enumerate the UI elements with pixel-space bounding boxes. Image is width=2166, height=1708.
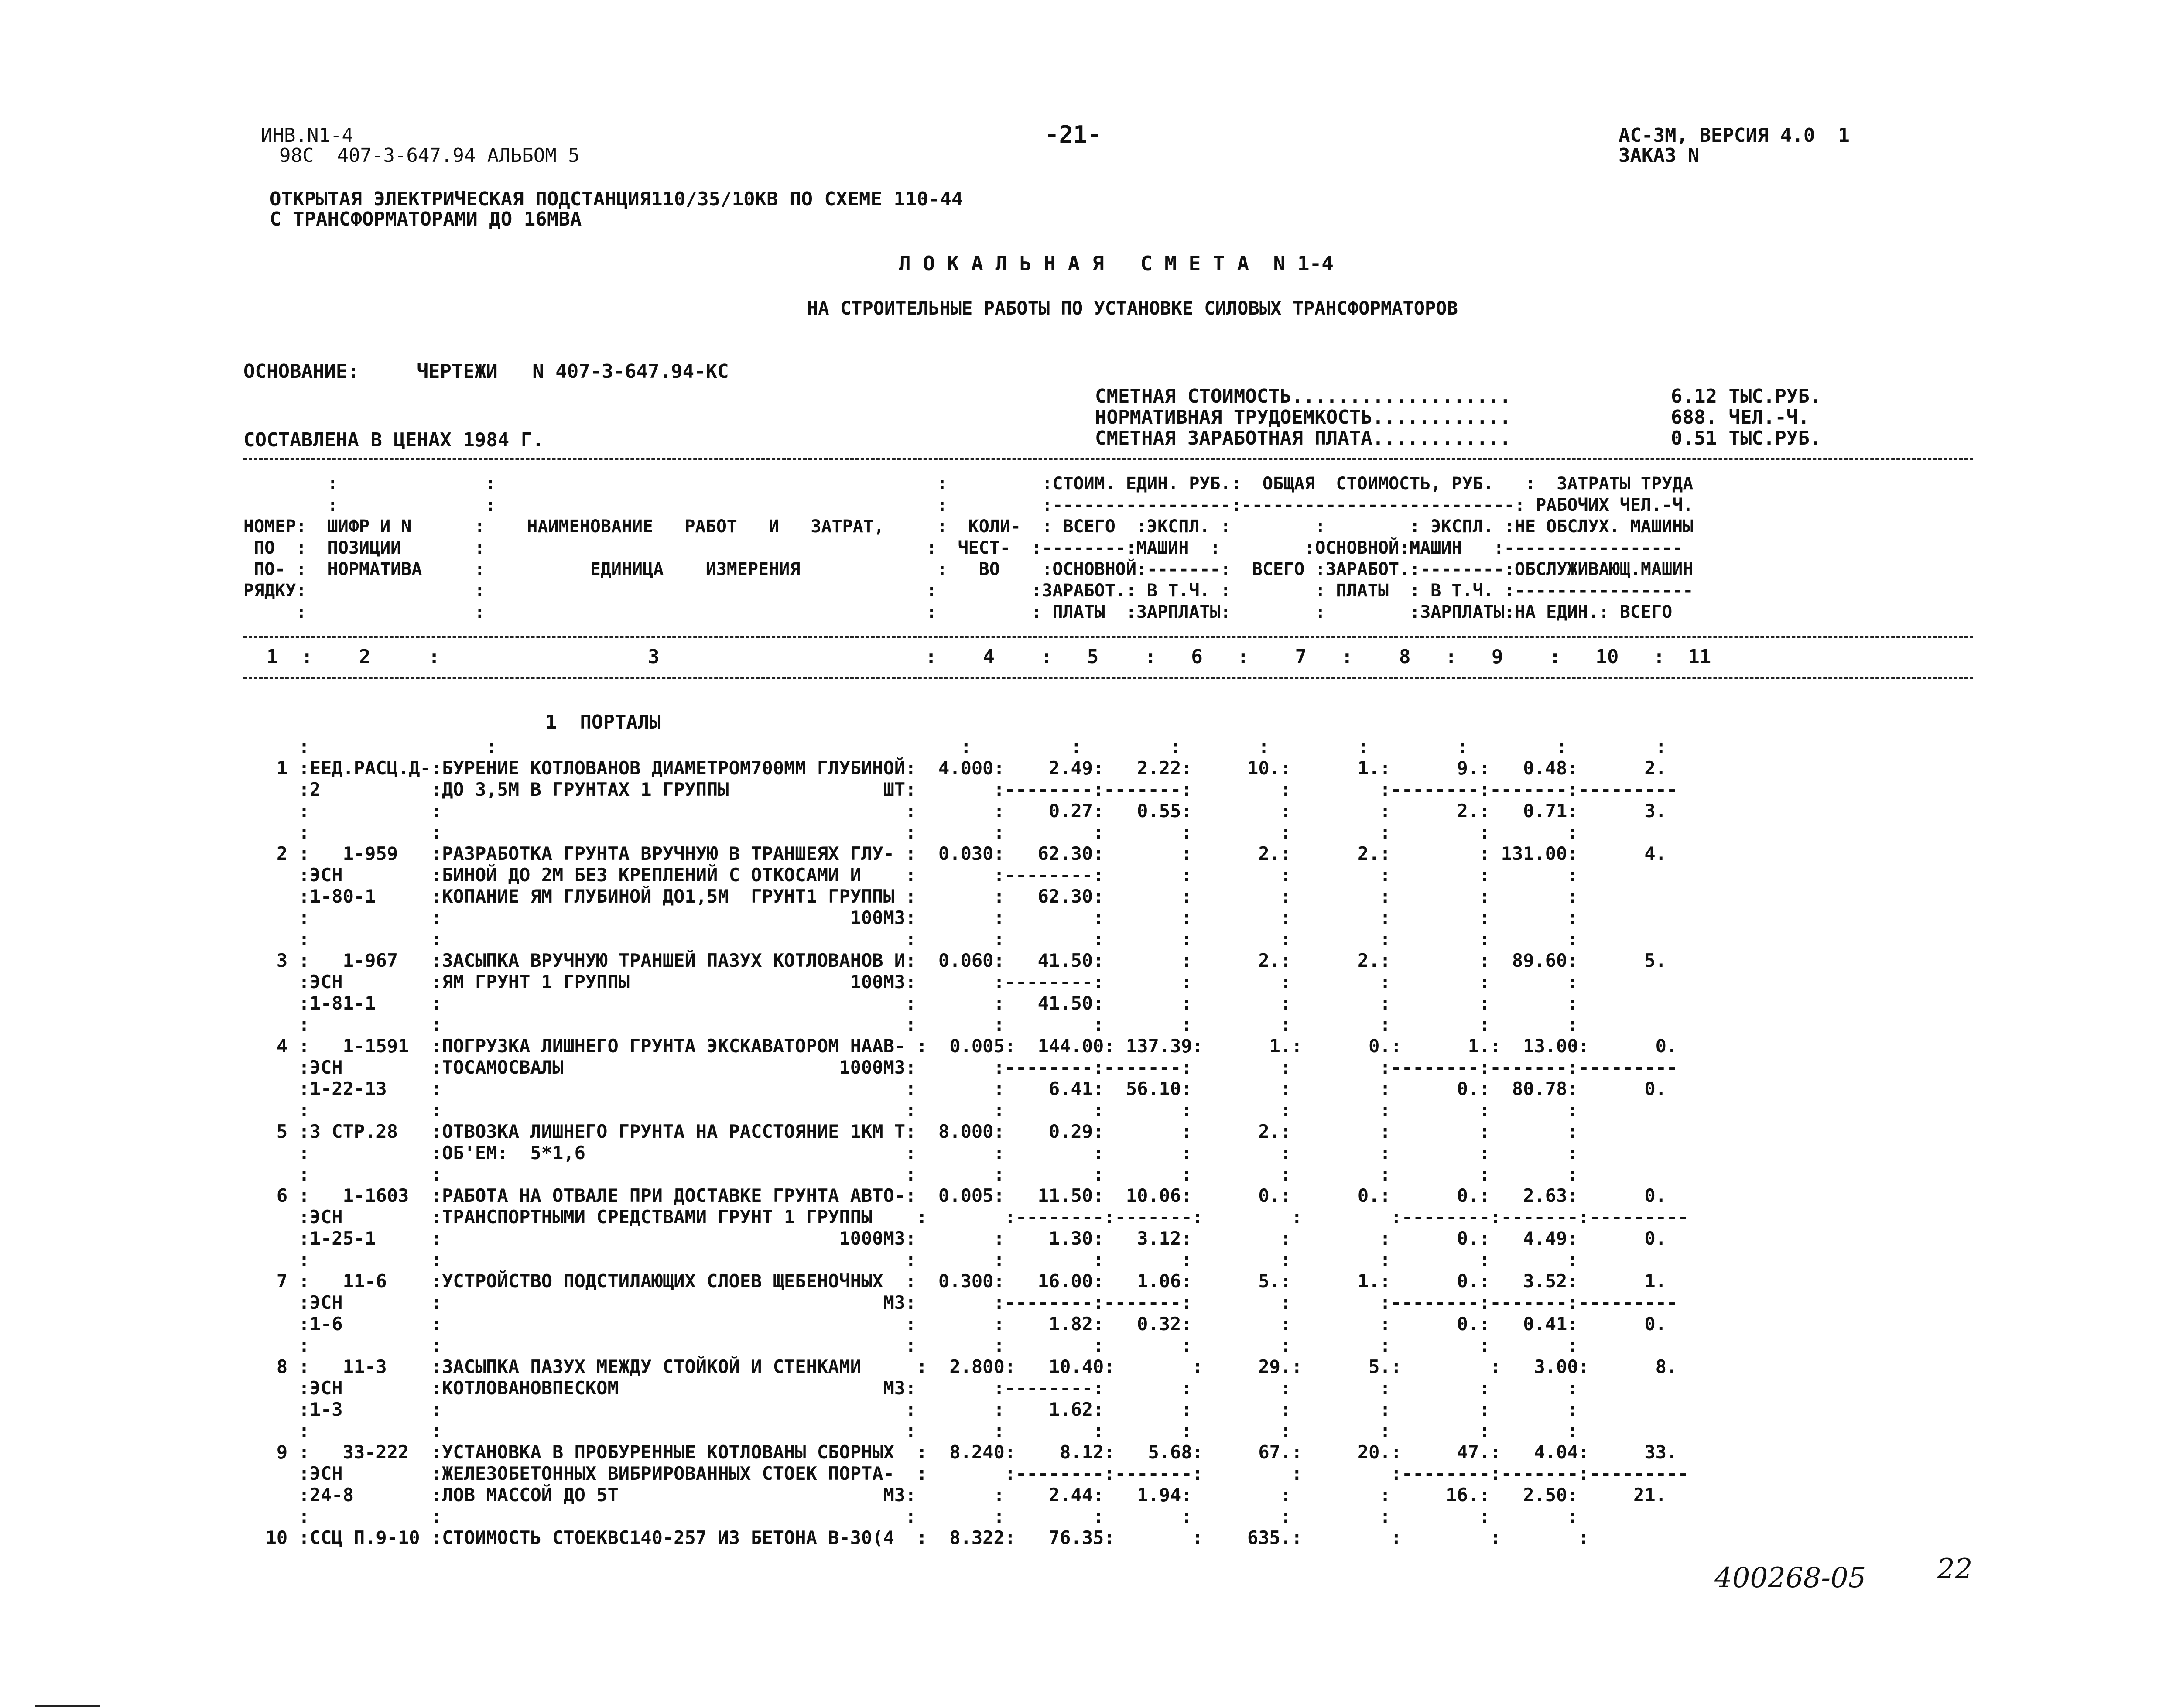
table-row: 3 : 1-967 :ЗАСЫПКА ВРУЧНУЮ ТРАНШЕЙ ПАЗУХ КОТЛОВАНОВ И: 0.060: 41.50: : 2.: 2.: : 89.60: 5. <box>243 950 1666 971</box>
table-row: :1-3 : : : 1.62: : : : : : <box>243 1399 1578 1420</box>
table-row: : : : : 0.27: 0.55: : : 2.: 0.71: 3. <box>243 800 1666 821</box>
handwritten-page-number: 22 <box>1937 1553 1973 1585</box>
summary-value-labor: 688. ЧЕЛ.-Ч. <box>1671 406 1810 428</box>
page-number: -21- <box>1045 121 1102 148</box>
table-row: :ЭСН :ЯМ ГРУНТ 1 ГРУППЫ 100М3: :--------: : : : : : <box>243 971 1578 993</box>
table-row: : : : : : : : : : : <box>243 1014 1578 1035</box>
table-row: :ЭСН :ТОСАМОСВАЛЫ 1000М3: :--------:-------: : :--------:-------:--------- <box>243 1057 1678 1078</box>
album-code: 98С 407-3-647.94 АЛЬБОМ 5 <box>279 144 580 167</box>
table-row: : : : : : : : : : : <box>243 1420 1578 1441</box>
basis-line: ОСНОВАНИЕ: ЧЕРТЕЖИ N 407-3-647.94-КС <box>243 360 729 383</box>
table-row: : : : : : : : : : : <box>243 1099 1578 1121</box>
table-row: 8 : 11-3 :ЗАСЫПКА ПАЗУХ МЕЖДУ СТОЙКОЙ И СТЕНКАМИ : 2.800: 10.40: : 29.: 5.: : 3.00: 8. <box>243 1356 1678 1377</box>
document-subtitle: НА СТРОИТЕЛЬНЫЕ РАБОТЫ ПО УСТАНОВКЕ СИЛОВЫХ ТРАНСФОРМАТОРОВ <box>807 298 1458 319</box>
table-row: : :ОБ'ЕМ: 5*1,6 : : : : : : : : <box>243 1142 1578 1164</box>
table-header-line: РЯДКУ: : : :ЗАРАБОТ.: В Т.Ч. : : ПЛАТЫ : В Т.Ч. :----------------- <box>243 581 1694 601</box>
table-row: :ЭСН : М3: :--------:-------: : :--------:-------:--------- <box>243 1292 1678 1313</box>
table-row: : : : : : : : : : : <box>243 1164 1578 1185</box>
table-row: :1-81-1 : : : 41.50: : : : : : <box>243 993 1578 1014</box>
table-row: : : : : : : : : : : <box>243 928 1578 950</box>
table-row: 6 : 1-1603 :РАБОТА НА ОТВАЛЕ ПРИ ДОСТАВКЕ ГРУНТА АВТО-: 0.005: 11.50: 10.06: 0.: 0.: 0.: 2.63: 0. <box>243 1185 1666 1206</box>
table-header-line: : : : :СТОИМ. ЕДИН. РУБ.: ОБЩАЯ СТОИМОСТЬ, РУБ. : ЗАТРАТЫ ТРУДА <box>243 474 1694 494</box>
table-row: : : : : : : : : : : <box>243 1249 1578 1270</box>
table-row: :1-6 : : : 1.82: 0.32: : : 0.: 0.41: 0. <box>243 1313 1666 1335</box>
table-row: : : 100М3: : : : : : : : <box>243 907 1578 928</box>
table-row: :1-80-1 :КОПАНИЕ ЯМ ГЛУБИНОЙ ДО1,5М ГРУНТ1 ГРУППЫ : : 62.30: : : : : : <box>243 886 1578 907</box>
project-name-line2: С ТРАНСФОРМАТОРАМИ ДО 16МВА <box>270 208 582 230</box>
table-row: : : : : : : : : : : <box>243 1506 1578 1527</box>
table-row: :ЭСН :ТРАНСПОРТНЫМИ СРЕДСТВАМИ ГРУНТ 1 ГРУППЫ : :--------:-------: : :--------:-------:--------- <box>243 1206 1689 1228</box>
table-row: :24-8 :ЛОВ МАССОЙ ДО 5Т М3: : 2.44: 1.94: : : 16.: 2.50: 21. <box>243 1484 1666 1506</box>
table-row: :1-22-13 : : : 6.41: 56.10: : : 0.: 80.78: 0. <box>243 1078 1666 1099</box>
table-row: 1 :ЕЕД.РАСЦ.Д-:БУРЕНИЕ КОТЛОВАНОВ ДИАМЕТРОМ700ММ ГЛУБИНОЙ: 4.000: 2.49: 2.22: 10.: 1.: 9.: 0.48: 2. <box>243 757 1666 779</box>
section-title: 1 ПОРТАЛЫ <box>545 711 661 733</box>
order-number: ЗАКАЗ N <box>1619 144 1700 167</box>
table-header-line: ПО : ПОЗИЦИИ : : ЧЕСТ- :--------:МАШИН : :ОСНОВНОЙ:МАШИН :----------------- <box>243 538 1683 558</box>
summary-value-wages: 0.51 ТЫС.РУБ. <box>1671 427 1821 449</box>
column-numbers: 1 : 2 : 3 : 4 : 5 : 6 : 7 : 8 : 9 : 10 : 11 <box>243 646 1711 668</box>
table-row: 9 : 33-222 :УСТАНОВКА В ПРОБУРЕННЫЕ КОТЛОВАНЫ СБОРНЫХ : 8.240: 8.12: 5.68: 67.: 20.: 47.: 4.04: 33. <box>243 1441 1678 1463</box>
table-row: 7 : 11-6 :УСТРОЙСТВО ПОДСТИЛАЮЩИХ СЛОЕВ ЩЕБЕНОЧНЫХ : 0.300: 16.00: 1.06: 5.: 1.: 0.: 3.52: 1. <box>243 1270 1666 1292</box>
table-row: 4 : 1-1591 :ПОГРУЗКА ЛИШНЕГО ГРУНТА ЭКСКАВАТОРОМ НААВ- : 0.005: 144.00: 137.39: 1.: 0.: 1.: 13.00: 0. <box>243 1035 1678 1057</box>
header-bottom-rule <box>243 636 1973 638</box>
table-row: : : : : : : : : : : <box>243 736 1666 757</box>
program-version: АС-3М, ВЕРСИЯ 4.0 1 <box>1619 124 1850 147</box>
table-top-rule <box>243 458 1973 460</box>
table-row: 10 :ССЦ П.9-10 :СТОИМОСТЬ СТОЕКВС140-257 ИЗ БЕТОНА В-30(4 : 8.322: 76.35: : 635.: : : : <box>243 1527 1589 1548</box>
table-row: :2 :ДО 3,5М В ГРУНТАХ 1 ГРУППЫ ШТ: :--------:-------: : :--------:-------:--------- <box>243 779 1678 800</box>
table-row: : : : : : : : : : : <box>243 1335 1578 1356</box>
summary-label-labor: НОРМАТИВНАЯ ТРУДОЕМКОСТЬ............ <box>1095 406 1511 428</box>
table-row: :ЭСН :КОТЛОВАНОВПЕСКОМ М3: :--------: : : : : : <box>243 1377 1578 1399</box>
table-header-line: : : : :-----------------:--------------------------: РАБОЧИХ ЧЕЛ.-Ч. <box>243 495 1694 515</box>
table-header-line: ПО- : НОРМАТИВА : ЕДИНИЦА ИЗМЕРЕНИЯ : ВО :ОСНОВНОЙ:-------: ВСЕГО :ЗАРАБОТ.:--------:ОБСЛУЖИВАЮЩ.МАШИН <box>243 559 1694 579</box>
table-header-line: НОМЕР: ШИФР И N : НАИМЕНОВАНИЕ РАБОТ И ЗАТРАТ, : КОЛИ- : ВСЕГО :ЭКСПЛ. : : : ЭКСПЛ. :НЕ ОБСЛУХ. МАШИНЫ <box>243 517 1694 537</box>
margin-mark <box>35 1705 100 1707</box>
inventory-number: ИНВ.N1-4 <box>261 124 353 147</box>
column-number-rule <box>243 677 1973 679</box>
summary-label-wages: СМЕТНАЯ ЗАРАБОТНАЯ ПЛАТА............ <box>1095 427 1511 449</box>
table-row: :ЭСН :БИНОЙ ДО 2М БЕЗ КРЕПЛЕНИЙ С ОТКОСАМИ И : :--------: : : : : : <box>243 864 1578 886</box>
handwritten-archive-number: 400268-05 <box>1714 1562 1866 1594</box>
table-row: 2 : 1-959 :РАЗРАБОТКА ГРУНТА ВРУЧНУЮ В ТРАНШЕЯХ ГЛУ- : 0.030: 62.30: : 2.: 2.: : 131.00: 4. <box>243 843 1666 864</box>
price-basis: СОСТАВЛЕНА В ЦЕНАХ 1984 Г. <box>243 429 544 451</box>
table-row: : : : : : : : : : : <box>243 821 1578 843</box>
document-title: Л О К А Л Ь Н А Я С М Е Т А N 1-4 <box>899 252 1334 275</box>
table-header-line: : : : : ПЛАТЫ :ЗАРПЛАТЫ: : :ЗАРПЛАТЫ:НА ЕДИН.: ВСЕГО <box>243 602 1673 622</box>
table-row: :1-25-1 : 1000М3: : 1.30: 3.12: : : 0.: 4.49: 0. <box>243 1228 1666 1249</box>
table-row: :ЭСН :ЖЕЛЕЗОБЕТОННЫХ ВИБРИРОВАННЫХ СТОЕК ПОРТА- : :--------:-------: : :--------:-------:--------- <box>243 1463 1689 1484</box>
summary-label-cost: СМЕТНАЯ СТОИМОСТЬ................... <box>1095 385 1511 407</box>
summary-value-cost: 6.12 ТЫС.РУБ. <box>1671 385 1821 407</box>
table-row: 5 :3 СТР.28 :ОТВОЗКА ЛИШНЕГО ГРУНТА НА РАССТОЯНИЕ 1КМ Т: 8.000: 0.29: : 2.: : : : <box>243 1121 1578 1142</box>
project-name-line1: ОТКРЫТАЯ ЭЛЕКТРИЧЕСКАЯ ПОДСТАНЦИЯ110/35/10КВ ПО СХЕМЕ 110-44 <box>270 188 963 210</box>
